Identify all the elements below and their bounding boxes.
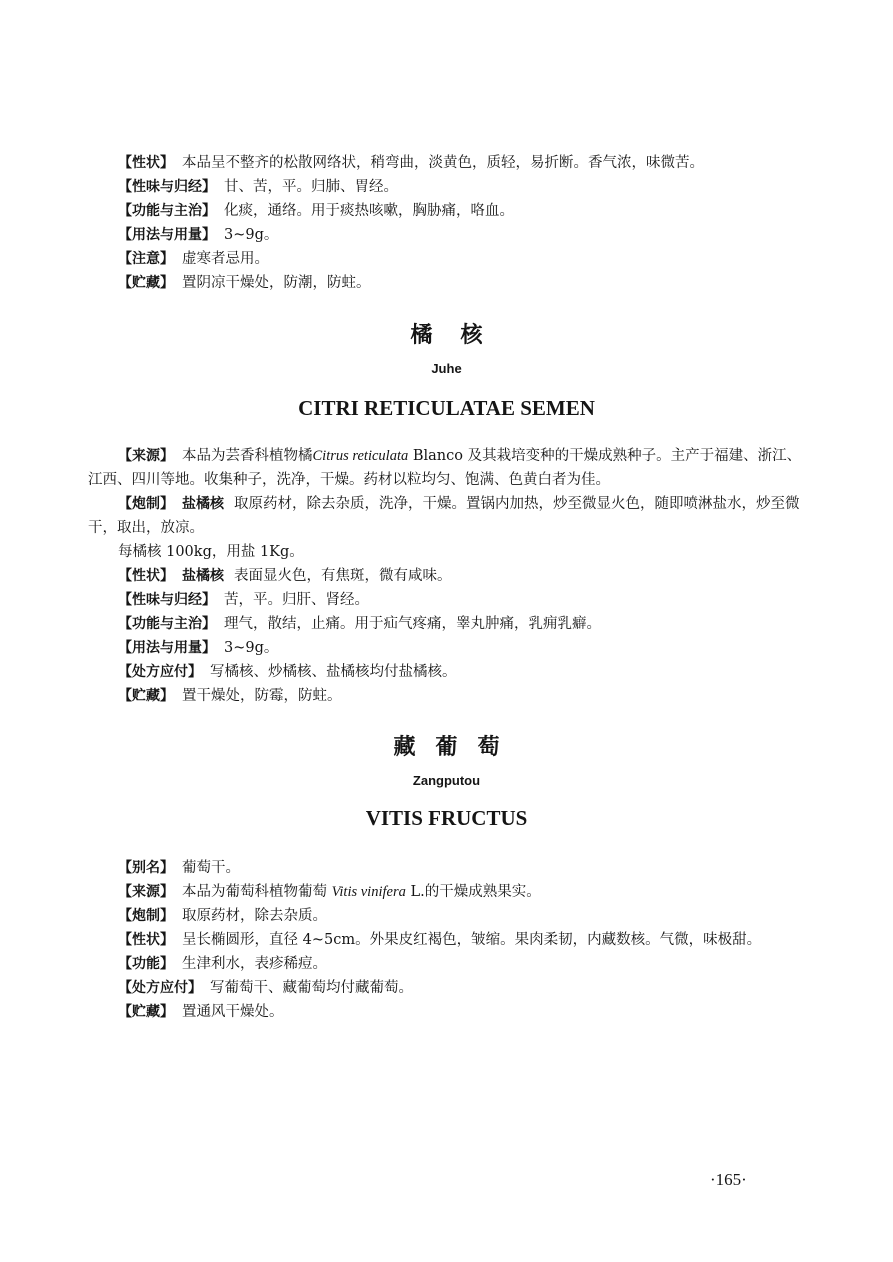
salt-ratio-line	[118, 540, 813, 564]
function-line	[118, 612, 813, 636]
taste-meridian-line	[118, 175, 813, 199]
dosage-label: 【用法与用量】	[118, 227, 216, 243]
processing-text: 取原药材，除去杂质。	[182, 908, 327, 924]
dosage-text: 3~9g。	[224, 227, 279, 243]
property-label: 【性状】	[118, 568, 174, 584]
prescription-label: 【处方应付】	[118, 980, 202, 996]
processing-label: 【炮制】	[118, 496, 174, 512]
source-label: 【来源】	[118, 448, 174, 464]
property-text: 本品呈不整齐的松散网络状，稍弯曲，淡黄色，质轻，易折断。香气浓，味微苦。	[182, 155, 704, 171]
processing-line	[118, 904, 813, 928]
storage-line	[118, 271, 813, 295]
function-label: 【功能与主治】	[118, 203, 216, 219]
prescription-line	[118, 976, 813, 1000]
dosage-line	[118, 636, 813, 660]
function-label: 【功能】	[118, 956, 174, 972]
function-text: 化痰，通络。用于痰热咳嗽，胸胁痛，咯血。	[224, 203, 514, 219]
source-paragraph	[88, 444, 810, 492]
source-text-post: Blanco 及其栽培变种的干燥成熟种子。主产于福建、浙江、江西、四川等地。收集种子，洗净，干燥。药材以粒均匀、饱满、色黄白者为佳。	[88, 448, 802, 488]
source-label: 【来源】	[118, 884, 174, 900]
function-label: 【功能与主治】	[118, 616, 216, 632]
entry-title-chinese: 橘核	[410, 323, 511, 348]
taste-meridian-label: 【性味与归经】	[118, 592, 216, 608]
taste-meridian-label: 【性味与归经】	[118, 179, 216, 195]
storage-text: 置干燥处，防霉，防蛀。	[182, 688, 342, 704]
caution-label: 【注意】	[118, 251, 174, 267]
prescription-text: 写葡萄干、藏葡萄均付藏葡萄。	[210, 980, 413, 996]
taste-meridian-text: 甘、苦，平。归肺、胃经。	[224, 179, 398, 195]
property-text: 表面显火色，有焦斑，微有咸味。	[234, 568, 452, 584]
source-text-pre: 本品为葡萄科植物葡萄	[182, 884, 327, 900]
salt-ratio-text: 每橘核 100kg，用盐 1Kg。	[118, 544, 304, 560]
storage-label: 【贮藏】	[118, 1004, 174, 1020]
function-line	[118, 952, 813, 976]
dosage-line	[118, 223, 813, 247]
prescription-label: 【处方应付】	[118, 664, 202, 680]
storage-line	[118, 1000, 813, 1024]
alias-line	[118, 856, 813, 880]
taste-meridian-line	[118, 588, 813, 612]
property-line	[118, 928, 813, 952]
caution-line	[118, 247, 813, 271]
alias-label: 【别名】	[118, 860, 174, 876]
source-latin-name: Vitis vinifera	[331, 884, 406, 900]
processing-subtitle: 盐橘核	[182, 496, 224, 512]
storage-text: 置通风干燥处。	[182, 1004, 284, 1020]
prescription-line	[118, 660, 813, 684]
entry-title-latin: CITRI RETICULATAE SEMEN	[298, 396, 595, 420]
source-latin-name: Citrus reticulata	[312, 448, 409, 464]
storage-line	[118, 684, 813, 708]
caution-text: 虚寒者忌用。	[182, 251, 269, 267]
function-text: 生津利水，表疹稀痘。	[182, 956, 327, 972]
entry-title-pinyin: Zangputou	[412, 773, 481, 788]
taste-meridian-text: 苦，平。归肝、肾经。	[224, 592, 369, 608]
source-line	[118, 880, 813, 904]
processing-paragraph	[88, 492, 810, 540]
function-line	[118, 199, 813, 223]
dosage-label: 【用法与用量】	[118, 640, 216, 656]
property-label: 【性状】	[118, 155, 174, 171]
function-text: 理气，散结，止痛。用于疝气疼痛，睾丸肿痛，乳痈乳癖。	[224, 616, 601, 632]
storage-label: 【贮藏】	[118, 688, 174, 704]
prescription-text: 写橘核、炒橘核、盐橘核均付盐橘核。	[210, 664, 457, 680]
storage-text: 置阴凉干燥处，防潮，防蛀。	[182, 275, 371, 291]
entry-title-latin: VITIS FRUCTUS	[365, 806, 528, 830]
property-text: 呈长椭圆形，直径 4~5cm。外果皮红褐色，皱缩。果肉柔韧，内藏数核。气微，味极甜。	[182, 932, 762, 948]
alias-text: 葡萄干。	[182, 860, 240, 876]
source-text-post: L.的干燥成熟果实。	[410, 884, 541, 900]
processing-text: 取原药材，除去杂质，洗净，干燥。置锅内加热，炒至微显火色，随即喷淋盐水，炒至微干，取出，放凉。	[88, 496, 800, 536]
storage-label: 【贮藏】	[118, 275, 174, 291]
processing-label: 【炮制】	[118, 908, 174, 924]
property-line	[118, 564, 813, 588]
page-number: ·165·	[710, 1170, 747, 1189]
property-label: 【性状】	[118, 932, 174, 948]
source-text-pre: 本品为芸香科植物橘	[182, 448, 313, 464]
entry-title-chinese: 藏葡萄	[393, 735, 520, 760]
dosage-text: 3~9g。	[224, 640, 279, 656]
entry-title-pinyin: Juhe	[431, 361, 462, 376]
property-subtitle: 盐橘核	[182, 568, 224, 584]
property-line	[118, 151, 813, 175]
